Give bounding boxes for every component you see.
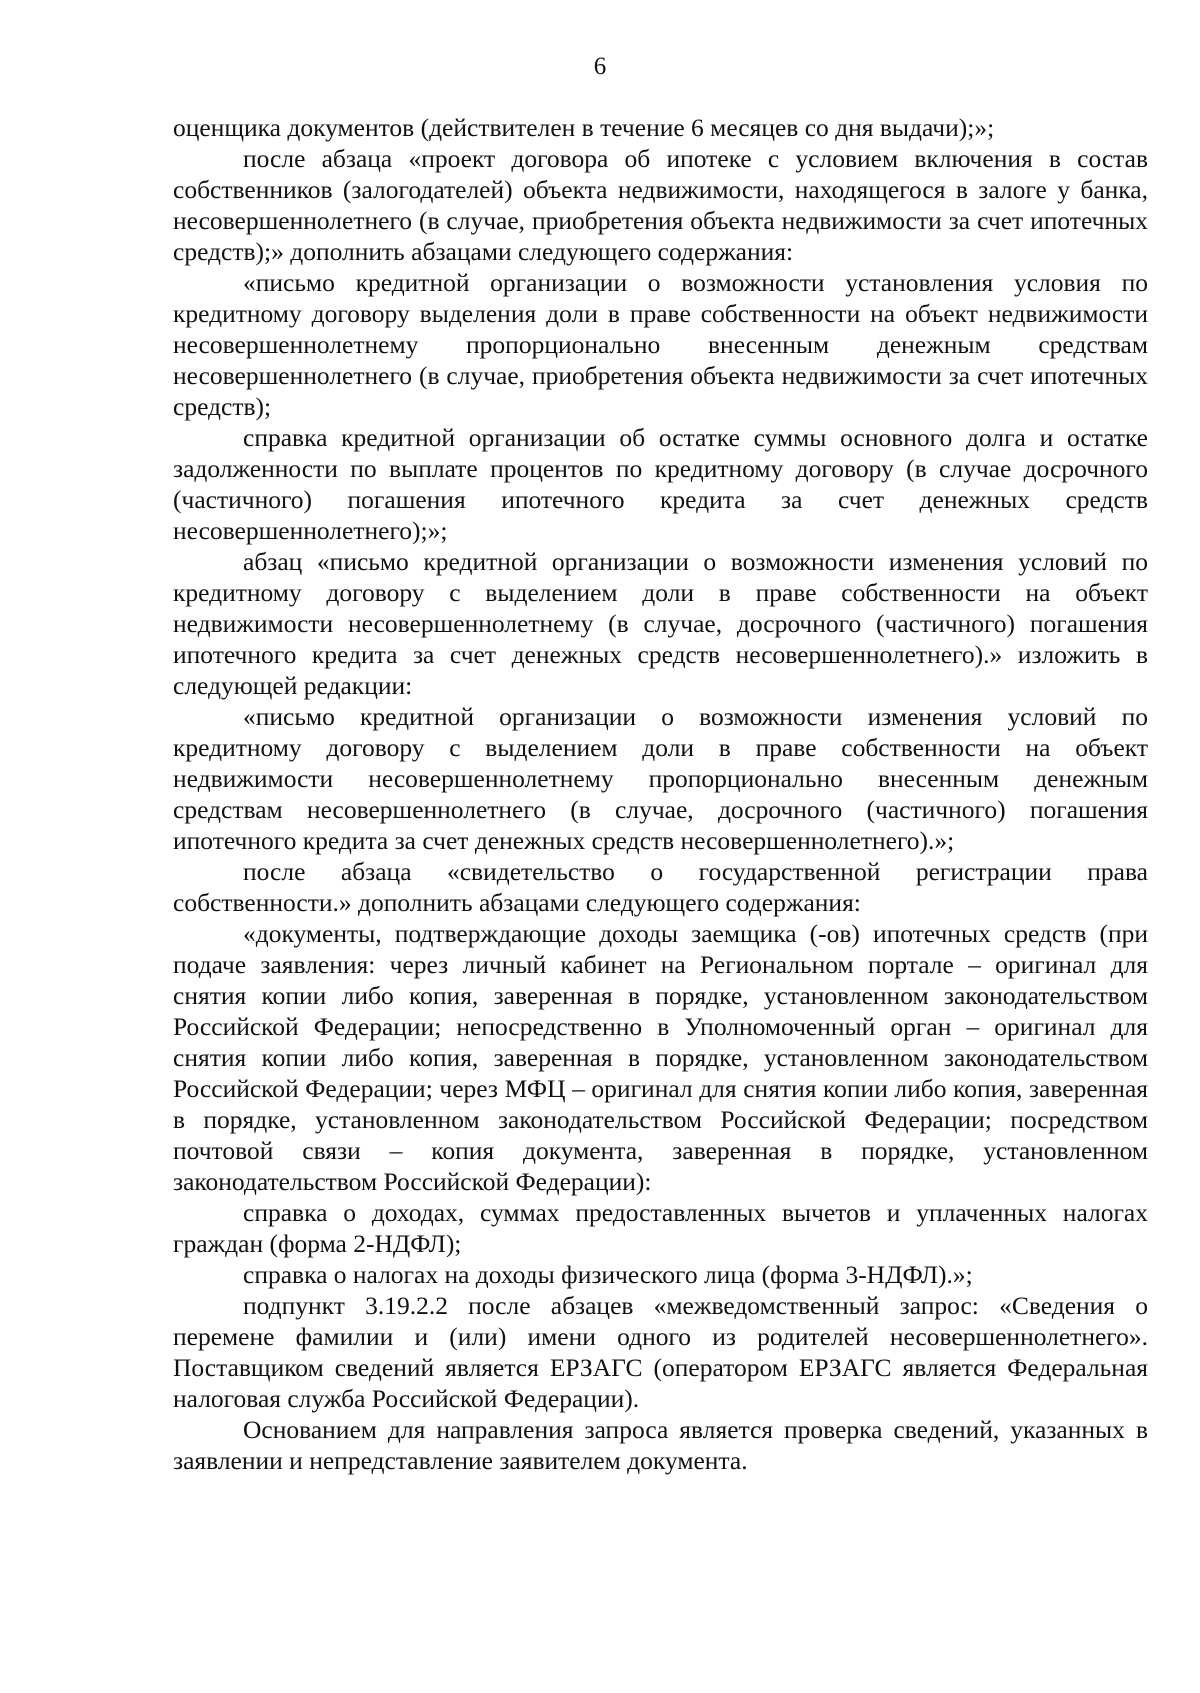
paragraph-8: «документы, подтверждающие доходы заемщика (-ов) ипотечных средств (при подаче заявления: через личный кабинет на Региональном портале – оригинал для снятия копии либо копия, заверенная в порядке, установленном законодательством Российской Федерации; непосредственно в Уполномоченный орган – оригинал для снятия копии либо копия, заверенная в порядке, установленном законодательством Российской Федерации; через МФЦ – оригинал для снятия копии либо копия, заверенная в порядке, установленном законодательством Российской Федерации; посредством почтовой связи – копия документа, заверенная в порядке, установленном законодательством Российской Федерации): xyxy=(173,919,1148,1196)
paragraph-10: справка о налогах на доходы физического лица (форма 3-НДФЛ).»; xyxy=(243,1260,973,1289)
page-number: 6 xyxy=(593,53,607,80)
paragraph-2: после абзаца «проект договора об ипотеке с условием включения в состав собственников (залогодателей) объекта недвижимости, находящегося в залоге у банка, несовершеннолетнего (в случае, приобретения объекта недвижимости за счет ипотечных средств);» дополнить абзацами следующего содержания: xyxy=(173,144,1148,266)
paragraph-11: подпункт 3.19.2.2 после абзацев «межведомственный запрос: «Сведения о перемене фамилии и (или) имени одного из родителей несовершеннолетнего». Поставщиком сведений является ЕРЗАГС (оператором ЕРЗАГС является Федеральная налоговая служба Российской Федерации). xyxy=(173,1291,1148,1413)
paragraph-3: «письмо кредитной организации о возможности установления условия по кредитному договору выделения доли в праве собственности на объект недвижимости несовершеннолетнему пропорционально внесенным денежным средствам несовершеннолетнего (в случае, приобретения объекта недвижимости за счет ипотечных средств); xyxy=(173,268,1148,421)
paragraph-1: оценщика документов (действителен в течение 6 месяцев со дня выдачи);»; xyxy=(173,113,995,142)
paragraph-5: абзац «письмо кредитной организации о возможности изменения условий по кредитному договору с выделением доли в праве собственности на объект недвижимости несовершеннолетнему (в случае, досрочного (частичного) погашения ипотечного кредита за счет денежных средств несовершеннолетнего).» изложить в следующей редакции: xyxy=(173,547,1148,700)
paragraph-12: Основанием для направления запроса является проверка сведений, указанных в заявлении и непредставление заявителем документа. xyxy=(173,1415,1148,1475)
document-body xyxy=(173,112,1148,1476)
paragraph-6: «письмо кредитной организации о возможности изменения условий по кредитному договору с выделением доли в праве собственности на объект недвижимости несовершеннолетнему пропорционально внесенным денежным средствам несовершеннолетнего (в случае, досрочного (частичного) погашения ипотечного кредита за счет денежных средств несовершеннолетнего).»; xyxy=(173,702,1148,855)
paragraph-7: после абзаца «свидетельство о государственной регистрации права собственности.» дополнить абзацами следующего содержания: xyxy=(173,857,1148,917)
paragraph-9: справка о доходах, суммах предоставленных вычетов и уплаченных налогах граждан (форма 2-НДФЛ); xyxy=(173,1198,1148,1258)
paragraph-4: справка кредитной организации об остатке суммы основного долга и остатке задолженности по выплате процентов по кредитному договору (в случае досрочного (частичного) погашения ипотечного кредита за счет денежных средств несовершеннолетнего);»; xyxy=(173,423,1148,545)
